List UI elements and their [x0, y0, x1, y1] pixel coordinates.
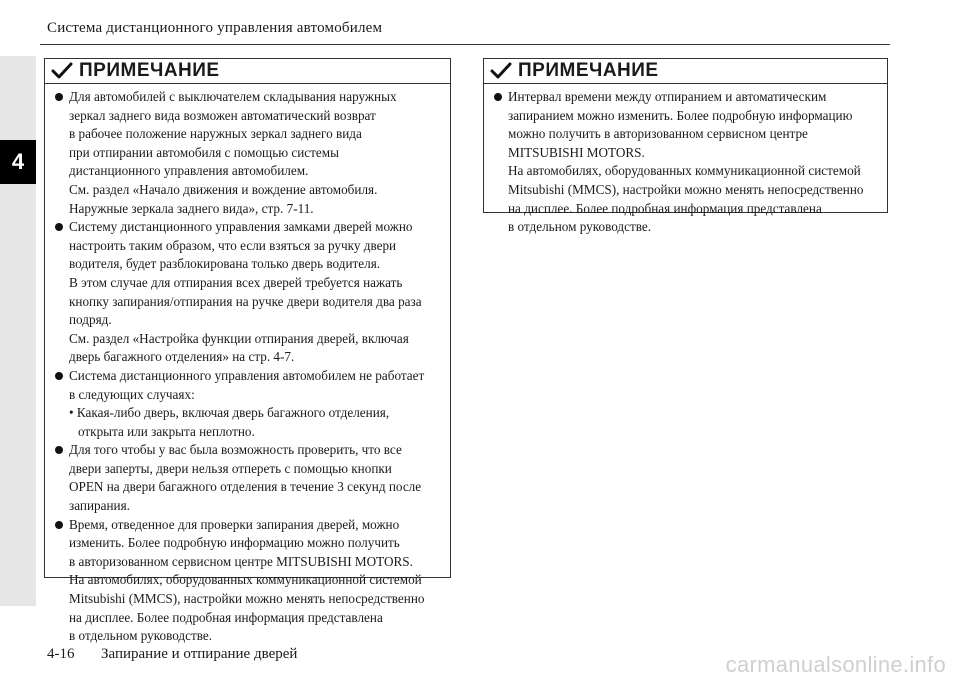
note-title: ПРИМЕЧАНИЕ: [518, 60, 659, 81]
text-line: водителя, будет разблокирована только дверь водителя.: [69, 256, 381, 272]
text-line: Система дистанционного управления автомобилем не работает: [69, 367, 425, 383]
text-line: на дисплее. Более подробная информация представлена: [69, 609, 383, 625]
bullet-icon: [55, 521, 63, 529]
text-line: в авторизованном сервисном центре MITSUBISHI MOTORS.: [69, 553, 413, 569]
text-line: См. раздел «Настройка функции отпирания дверей, включая: [69, 330, 409, 346]
bullet-icon: [55, 372, 63, 380]
text-line: См. раздел «Начало движения и вождение автомобиля.: [69, 181, 378, 197]
text-line: дистанционного управления автомобилем.: [69, 163, 309, 179]
text-line: OPEN на двери багажного отделения в течение 3 секунд после: [69, 479, 422, 495]
chapter-tab: 4: [0, 140, 36, 184]
note-title: ПРИМЕЧАНИЕ: [79, 60, 220, 81]
text-line: открыта или закрыта неплотно.: [78, 423, 255, 439]
bullet-icon: [55, 446, 63, 454]
text-line: На автомобилях, оборудованных коммуникационной системой: [69, 572, 422, 588]
bullet-icon: [494, 93, 502, 101]
text-line: запиранием можно изменить. Более подробную информацию: [508, 107, 853, 123]
text-line: Интервал времени между отпиранием и автоматическим: [508, 89, 827, 104]
note-box-right: [483, 58, 888, 235]
note-item: [55, 367, 444, 404]
text-line: в отдельном руководстве.: [508, 219, 652, 235]
text-line: Время, отведенное для проверки запирания дверей, можно: [69, 516, 400, 532]
note-item: [55, 516, 444, 646]
note-body: [45, 84, 450, 646]
text-line: в рабочее положение наружных зеркал заднего вида: [69, 126, 362, 142]
text-line: Mitsubishi (MMCS), настройки можно менять непосредственно: [69, 591, 425, 607]
note-box-left: [44, 58, 451, 644]
text-line: можно получить в авторизованном сервисном центре: [508, 126, 808, 142]
text-line: На автомобилях, оборудованных коммуникационной системой: [508, 163, 861, 179]
note-item: [55, 88, 444, 218]
text-line: • Какая-либо дверь, включая дверь багажного отделения,: [69, 405, 390, 421]
text-line: зеркал заднего вида возможен автоматический возврат: [69, 107, 376, 123]
watermark: carmanualsonline.info: [725, 652, 946, 677]
text-line: Mitsubishi (MMCS), настройки можно менять непосредственно: [508, 181, 864, 197]
text-line: на дисплее. Более подробная информация представлена: [508, 200, 822, 216]
text-line: дверь багажного отделения» на стр. 4-7.: [69, 349, 295, 365]
text-line: Систему дистанционного управления замками дверей можно: [69, 219, 413, 235]
text-line: Для автомобилей с выключателем складывания наружных: [69, 89, 397, 104]
text-line: настроить таким образом, что если взяться за ручку двери: [69, 237, 397, 253]
note-item: [55, 218, 444, 367]
footer-section-title: Запирание и отпирание дверей: [101, 646, 298, 662]
text-line: двери заперты, двери нельзя отпереть с помощью кнопки: [69, 460, 392, 476]
text-line: подряд.: [69, 312, 112, 328]
text-line: кнопку запирания/отпирания на ручке двери водителя два раза: [69, 293, 422, 309]
text-line: MITSUBISHI MOTORS.: [508, 144, 645, 160]
bullet-icon: [55, 223, 63, 231]
note-item: [494, 88, 881, 237]
text-line: в отдельном руководстве.: [69, 628, 213, 644]
note-header: [484, 59, 887, 84]
text-line: в следующих случаях:: [69, 386, 195, 402]
note-header: [45, 59, 450, 84]
note-item: [55, 441, 444, 515]
check-mark-icon: [490, 62, 512, 80]
note-subitem: [55, 404, 444, 441]
text-line: Для того чтобы у вас была возможность проверить, что все: [69, 442, 402, 458]
bullet-icon: [55, 93, 63, 101]
note-body: [484, 84, 887, 237]
text-line: при отпирании автомобиля с помощью системы: [69, 144, 339, 160]
page-number: 4-16: [47, 646, 75, 662]
header-divider: [40, 44, 890, 45]
text-line: запирания.: [69, 498, 130, 514]
page-header-title: Система дистанционного управления автомобилем: [47, 20, 383, 36]
text-line: В этом случае для отпирания всех дверей требуется нажать: [69, 274, 403, 290]
text-line: Наружные зеркала заднего вида», стр. 7-11.: [69, 200, 314, 216]
side-strip: [0, 56, 36, 606]
text-line: изменить. Более подробную информацию можно получить: [69, 535, 400, 551]
check-mark-icon: [51, 62, 73, 80]
